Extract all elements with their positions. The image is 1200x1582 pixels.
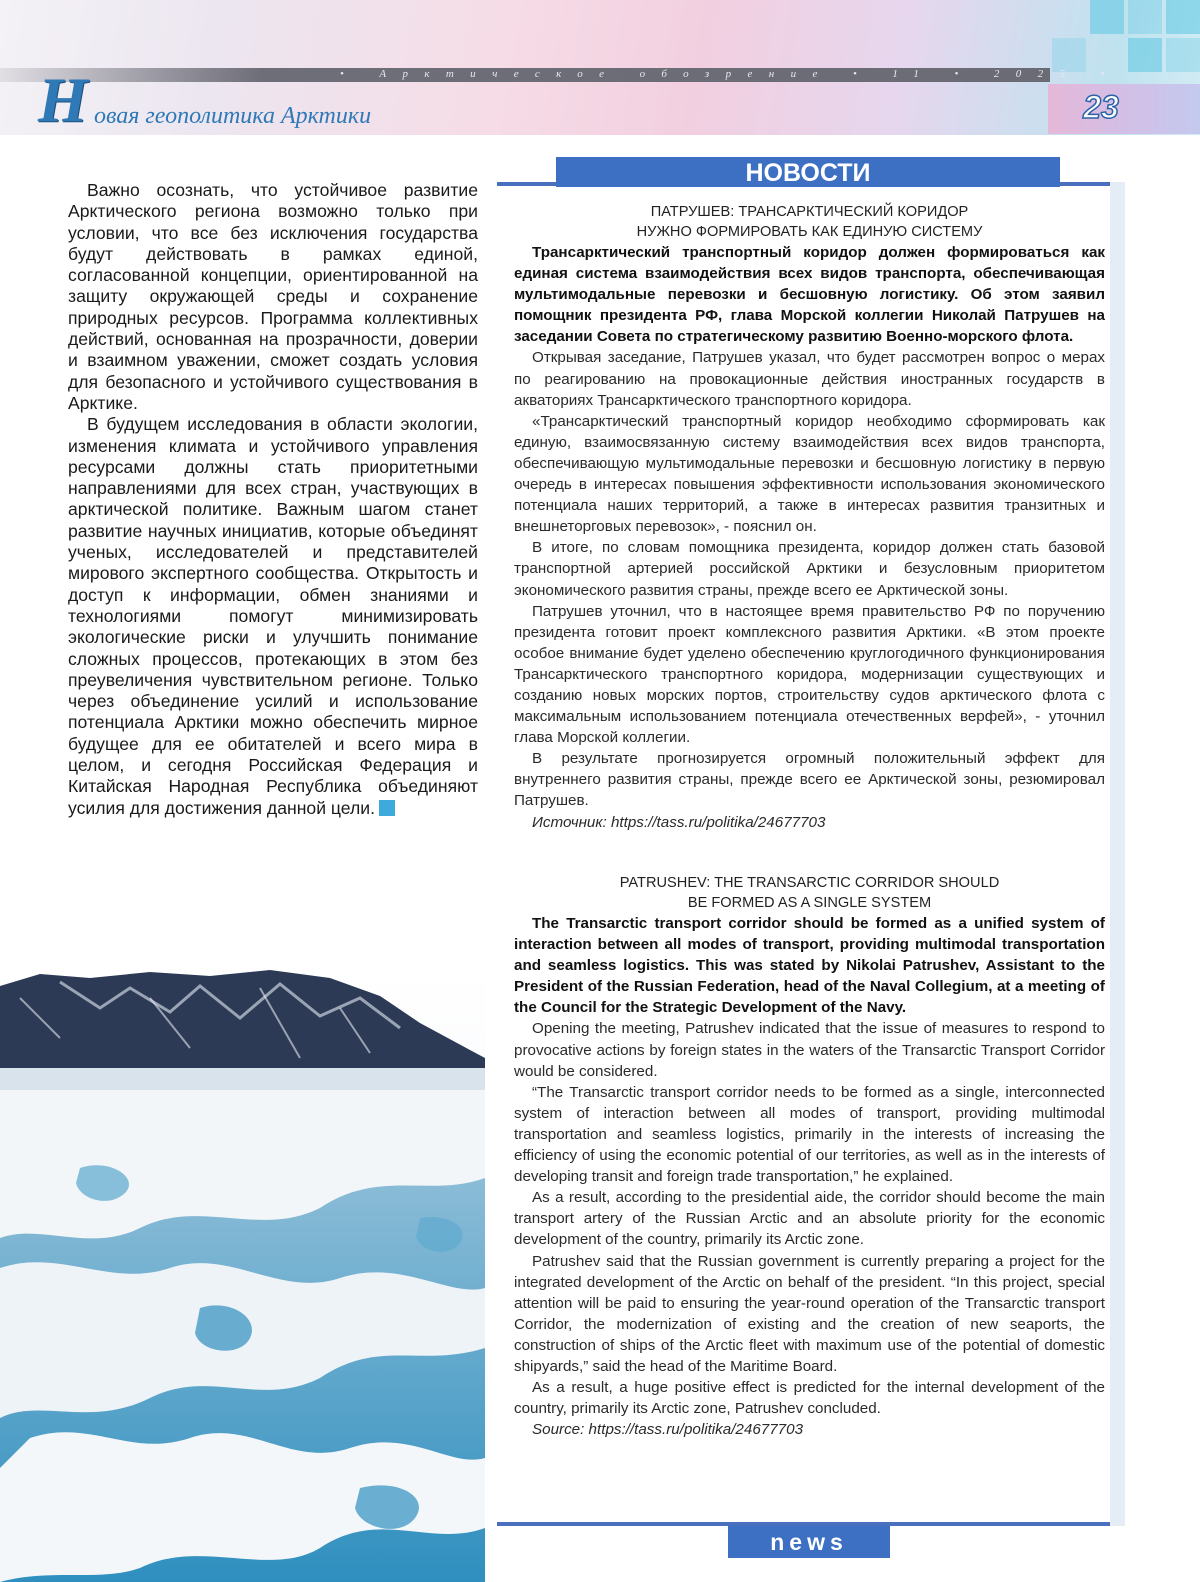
magazine-issue-line: • Арктическое обозрение • 11 • 2025 • xyxy=(340,67,1060,82)
article-source: Source: https://tass.ru/politika/24677703 xyxy=(514,1419,1105,1440)
article-paragraph: Patrushev said that the Russian government is currently preparing a project for the integrated development of the Arctic on behalf of the president. “In this project, special attention will be paid to ensuring the year-round operation of the Transarctic transport Corridor, the modernization of existing and the creation of new seaports, the construction of ships of the Arctic fleet with maximum use of the potential of domestic shipyards,” said the head of the Maritime Board. xyxy=(514,1251,1105,1378)
section-title-initial: Н xyxy=(38,68,88,132)
article-title-line-1: ПАТРУШЕВ: ТРАНСАРКТИЧЕСКИЙ КОРИДОР xyxy=(514,202,1105,222)
arctic-ice-illustration xyxy=(0,968,485,1582)
article-lead: The Transarctic transport corridor should be formed as a unified system of interaction between all modes of transport, providing multimodal transportation and seamless logistics. This was stated by Nikolai Patrushev, Assistant to the President of the Russian Federation, head of the Naval Collegium, at a meeting of the Council for the Strategic Development of the Navy. xyxy=(514,913,1105,1018)
news-header-label: НОВОСТИ xyxy=(556,157,1060,187)
arctic-ice-photo xyxy=(0,968,485,1582)
news-frame-side-strip xyxy=(1110,182,1125,1526)
news-article-russian xyxy=(514,202,1105,833)
article-paragraph: В итоге, по словам помощника президента, коридор должен стать базовой транспортной артерией российской Арктики и безусловным приоритетом экономического развития страны, прежде всего ее Арктической зоны. xyxy=(514,537,1105,600)
article-paragraph: «Трансарктический транспортный коридор необходимо сформировать как единую, взаимосвязанную систему взаимодействия всех видов транспорта, обеспечивающую мультимодальные перевозки и бесшовную логистику в первую очередь в интересах повышения эффективности использования экономического потенциала наших территорий, а также в интересах развития транзитных и внешнеторговых перевозок», - пояснил он. xyxy=(514,411,1105,538)
section-title-logo xyxy=(38,74,518,134)
article-title-line-2: BE FORMED AS A SINGLE SYSTEM xyxy=(514,893,1105,913)
page-number: 23 xyxy=(1066,88,1136,126)
left-paragraph-2 xyxy=(68,414,478,819)
left-column-article xyxy=(68,180,478,900)
news-footer-label: news xyxy=(728,1526,890,1558)
section-title-text: овая геополитика Арктики xyxy=(94,102,371,130)
article-paragraph: As a result, a huge positive effect is predicted for the internal development of the country, primarily its Arctic zone, Patrushev concluded. xyxy=(514,1377,1105,1419)
article-source: Источник: https://tass.ru/politika/24677703 xyxy=(514,812,1105,833)
article-paragraph: Патрушев уточнил, что в настоящее время правительство РФ по поручению президента готовит проект комплексного развития Арктики. «В этом проекте особое внимание будет уделено обеспечению круглогодичного функционирования Трансарктического транспортного коридора, модернизации существующих и созданию новых морских портов, строительству судов арктического флота с максимальным использованием потенциала отечественных верфей», - уточнил глава Морской коллегии. xyxy=(514,601,1105,749)
article-end-marker-icon xyxy=(379,800,395,816)
article-title-line-2: НУЖНО ФОРМИРОВАТЬ КАК ЕДИНУЮ СИСТЕМУ xyxy=(514,222,1105,242)
article-title-line-1: PATRUSHEV: THE TRANSARCTIC CORRIDOR SHOULD xyxy=(514,873,1105,893)
left-paragraph-1: Важно осознать, что устойчивое развитие Арктического региона возможно только при условии, что все без исключения государства будут действовать в рамках единой, согласованной концепции, ориентированной на защиту окружающей среды и сохранение природных ресурсов. Программа коллективных действий, основанная на прозрачности, доверии и взаимном уважении, сможет создать условия для безопасного и устойчивого существования в Арктике. xyxy=(68,180,478,414)
article-paragraph: Opening the meeting, Patrushev indicated that the issue of measures to respond to provocative actions by foreign states in the waters of the Transarctic Transport Corridor would be considered. xyxy=(514,1018,1105,1081)
article-lead: Трансарктический транспортный коридор должен формироваться как единая система взаимодействия всех видов транспорта, обеспечивающая мультимодальные перевозки и бесшовную логистику. Об этом заявил помощник президента РФ, глава Морской коллегии Николай Патрушев на заседании Совета по стратегическому развитию Военно-морского флота. xyxy=(514,242,1105,347)
article-paragraph: “The Transarctic transport corridor needs to be formed as a single, interconnected system of interaction between all modes of transport, providing multimodal transportation and seamless logistics, primarily in the interests of increasing the efficiency of using the economic potential of our territories, as well as in the interests of developing transit and foreign trade transportation,” he explained. xyxy=(514,1082,1105,1187)
news-article-english xyxy=(514,873,1105,1440)
article-paragraph: As a result, according to the presidential aide, the corridor should become the main transport artery of the Russian Arctic and an absolute priority for the economic development of the country, primarily its Arctic zone. xyxy=(514,1187,1105,1250)
article-paragraph: В результате прогнозируется огромный положительный эффект для внутреннего развития страны, прежде всего ее Арктической зоны, резюмировал Патрушев. xyxy=(514,748,1105,811)
article-paragraph: Открывая заседание, Патрушев указал, что будет рассмотрен вопрос о мерах по реагированию на провокационные действия иностранных государств в акваториях Трансарктического транспортного коридора. xyxy=(514,347,1105,410)
left-paragraph-2-text: В будущем исследования в области экологии, изменения климата и устойчивого управления ресурсами должны стать приоритетными направлениями для всех стран, участвующих в арктической политике. Важным шагом станет развитие научных инициатив, которые объединят ученых, исследователей и представителей мирового экспертного сообщества. Открытость и доступ к информации, обмен знаниями и технологиями помогут минимизировать экологические риски и улучшить понимание сложных процессов, протекающих в этом без преувеличения чувствительном регионе. Только через объединение усилий и использование потенциала Арктики можно обеспечить мирное будущее для ее обитателей и всего мира в целом, и сегодня Российская Федерация и Китайская Народная Республика объединяют усилия для достижения данной цели. xyxy=(68,414,478,817)
